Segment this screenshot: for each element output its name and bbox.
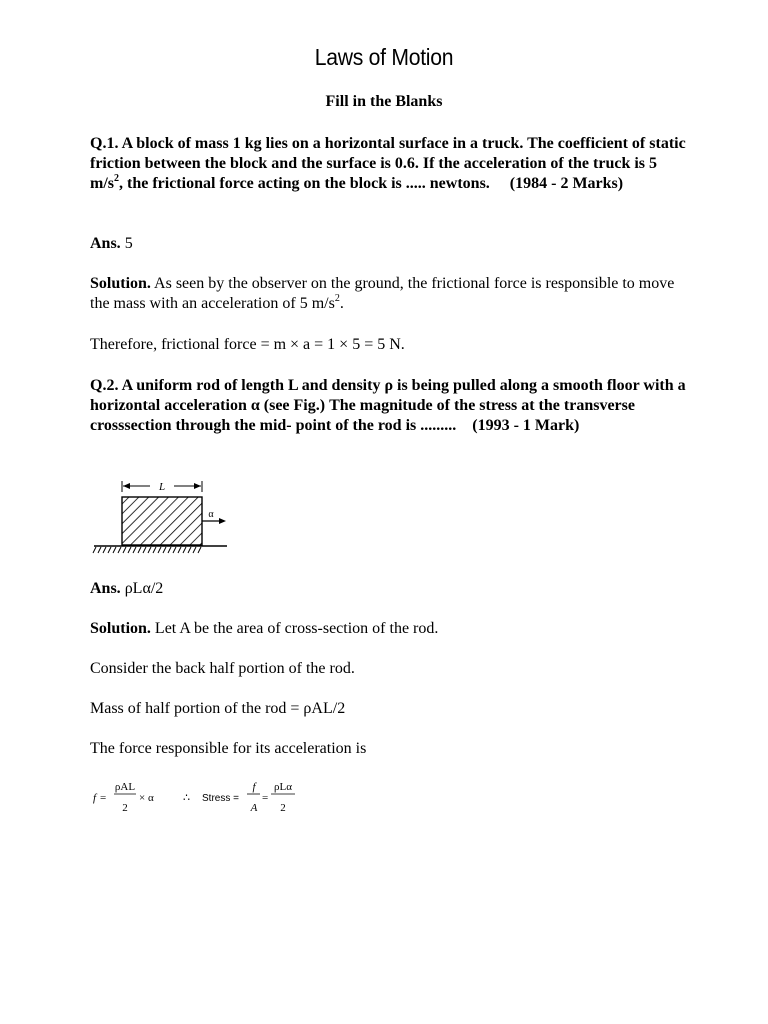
solution-1-text-b: . [339, 295, 344, 312]
solution-1-superscript: 2 [334, 292, 340, 304]
question-2-label: Q.2. [90, 377, 119, 394]
therefore-symbol: ∴ [183, 792, 190, 804]
solution-1-label: Solution. [90, 275, 151, 292]
question-1-marks: (1984 - 2 Marks) [509, 175, 624, 192]
solution-2-label: Solution. [90, 620, 151, 637]
rod-figure [90, 476, 235, 556]
page-title: Laws of Motion [314, 44, 454, 70]
formula-numerator-2: f [252, 781, 256, 793]
formula-stress-label: Stress = [202, 793, 239, 804]
solution-1-therefore: Therefore, frictional force = m × a = 1 × 5 = 5 N. [90, 336, 405, 353]
answer-2-value: ρLα/2 [124, 580, 164, 597]
rod-block [122, 497, 202, 545]
formula-equals-2: = [262, 792, 269, 804]
answer-1-label: Ans. [90, 235, 121, 252]
solution-2-line-3: Mass of half portion of the rod = ρAL/2 [90, 700, 346, 717]
solution-1-text-a: As seen by the observer on the ground, the frictional force is responsible to move the mass with an acceleration of 5 m/s [90, 275, 675, 312]
question-1 [90, 134, 690, 194]
solution-2 [90, 619, 690, 639]
answer-2-label: Ans. [90, 580, 121, 597]
formula-numerator-1: ρAL [114, 781, 136, 793]
acceleration-arrowhead [219, 518, 226, 524]
floor-hatching [93, 547, 201, 553]
solution-1 [90, 274, 690, 314]
question-1-text-b: , the frictional force acting on the block is ..... newtons. [119, 175, 490, 192]
solution-2-line-2: Consider the back half portion of the rod. [90, 660, 355, 677]
answer-2 [90, 579, 690, 599]
question-1-text-a: A block of mass 1 kg lies on a horizontal surface in a truck. The coefficient of static friction between the block and the surface is 0.6. If the acceleration of the truck is 5 m/s [90, 135, 686, 192]
question-2 [90, 376, 690, 436]
dimension-arrow-left [123, 483, 130, 489]
solution-2-text: Let A be the area of cross-section of the rod. [154, 620, 439, 637]
formula-times-alpha: × α [139, 792, 154, 804]
formula-equals-1: = [100, 792, 107, 804]
formula-denominator-3: 2 [280, 802, 286, 814]
formula-numerator-3: ρLα [274, 781, 292, 793]
section-heading: Fill in the Blanks [325, 93, 443, 110]
stress-formula [90, 776, 320, 820]
answer-1-value: 5 [124, 235, 133, 252]
question-1-label: Q.1. [90, 135, 119, 152]
solution-2-line-4: The force responsible for its acceleration is [90, 740, 367, 757]
dimension-arrow-right [194, 483, 201, 489]
formula-denominator-2: A [250, 802, 258, 814]
formula-denominator-1: 2 [122, 802, 128, 814]
acceleration-label: α [208, 509, 214, 520]
length-label: L [158, 481, 166, 493]
question-1-superscript: 2 [114, 172, 119, 184]
question-2-text: A uniform rod of length L and density ρ is being pulled along a smooth floor with a horizontal acceleration α (see Fig.) The magnitude of the stress at the transverse crosssection through the mid- point of the rod is ......... [90, 377, 686, 434]
answer-1 [90, 234, 690, 254]
formula-f: f [93, 792, 97, 804]
question-2-marks: (1993 - 1 Mark) [472, 417, 580, 434]
